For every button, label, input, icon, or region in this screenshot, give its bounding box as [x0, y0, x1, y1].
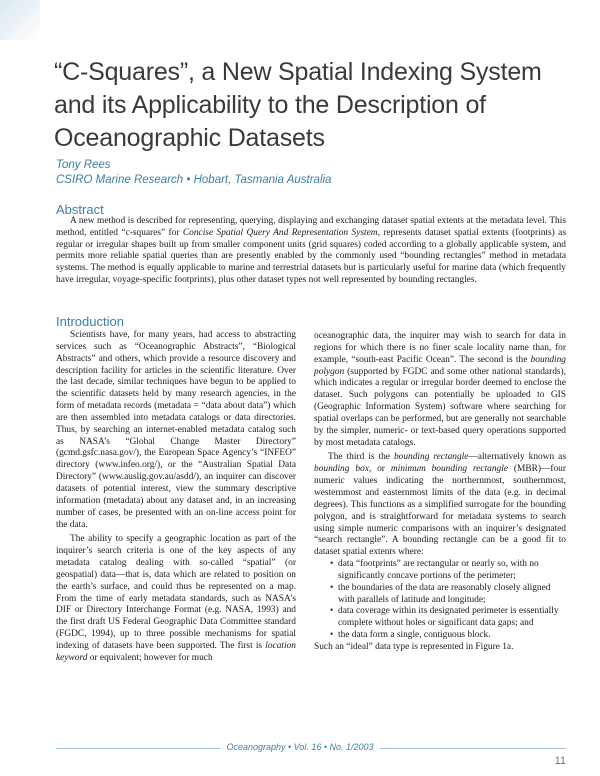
right-column [314, 331, 566, 654]
author-affiliation: CSIRO Marine Research • Hobart, Tasmania Australia [56, 174, 332, 186]
article-title: “C-Squares”, a New Spatial Indexing System and its Applicability to the Description of Oceanographic Datasets [54, 58, 542, 152]
list-item: • the boundaries of the data are reasonably closely aligned with parallels of latitude and longitude; [338, 583, 566, 607]
intro-closing-line: Such an “ideal” data type is represented in Figure 1a. [314, 641, 514, 652]
journal-citation: Oceanography • Vol. 16 • No. 1/2003 [0, 742, 600, 752]
abstract-heading: Abstract [56, 202, 104, 217]
corner-decoration [0, 0, 40, 40]
intro-paragraph-3: oceanographic data, the inquirer may wish to search for data in regions for which there is no finer scale locality name than, for example, “south-east Pacific Ocean”. The second is the bounding polygon (supported by FGDC and some other national standards), which indicates a regular or irregular border deemed to enclose the dataset. Such polygons can potentially be uploaded to GIS (Geographic Information System) software where searching for spatial overlaps can be performed, but are generally not searchable by the simpler, numeric- or text-based query operations supported by most metadata catalogs. [314, 331, 566, 448]
intro-paragraph-2: The ability to specify a geographic location as part of the inquirer’s search criteria is one of the key aspects of any metadata catalog dealing with so-called “spatial” (or geospatial) data—that is, data which are related to position on the earth’s surface, and could thus be represented on a map. From the time of early metadata standards, such as NASA’s DIF or Directory Interchange Format (e.g. NASA, 1993) and the first draft US Federal Geographic Data Committee standard (FGDC, 1994), up to three possible mechanisms for spatial indexing of datasets have been supported. The first is location keyword or equivalent; however for much [56, 534, 296, 663]
criteria-list [314, 559, 566, 642]
author-name: Tony Rees [56, 159, 111, 171]
list-item: • data “footprints” are rectangular or nearly so, with no significantly concave portions of the perimeter; [338, 559, 566, 583]
intro-paragraph-1: Scientists have, for many years, had access to abstracting services such as “Oceanographic Abstracts”, “Biological Abstracts” and others, which provide a resource discovery and description facility for articles in the scientific literature. Over the last decade, similar techniques have begun to be applied to the scientific datasets held by many research agencies, in the form of metadata records (metadata = “data about data”) which are then assembled into metadata catalogs or data directories. Thus, by searching an internet-enabled metadata catalog such as NASA’s “Global Change Master Directory” (gcmd.gsfc.nasa.gov/), the European Space Agency’s “INFEO” directory (www.infeo.org/), or the “Australian Spatial Data Directory” (www.auslig.gov.au/asdd/), an inquirer can discover datasets of potential interest, view the summary descriptive information (metadata) about any dataset and, in an increasing number of cases, be presented with an on-line access point for the data. [56, 330, 296, 530]
left-column [56, 330, 296, 665]
list-item: • the data form a single, contiguous block. [338, 630, 566, 642]
page-number: 11 [554, 755, 566, 767]
abstract-text: A new method is described for representing, querying, displaying and exchanging dataset spatial extents at the metadata level. This method, entitled “c-squares” for Concise Spatial Query And Representation System, represents dataset spatial extents (footprints) as regular or irregular shapes built up from smaller component units (grid squares) coded according to a globally applicable system, and permits more reliable spatial queries than are presently enabled by the commonly used “bounding rectangles” method in metadata systems. The method is equally applicable to marine and terrestrial datasets but is particularly useful for marine data (which frequently have irregular, voyage-specific footprints), plus other dataset types not well represented by bounding rectangles. [56, 216, 566, 285]
introduction-heading: Introduction [56, 314, 124, 329]
list-item: • data coverage within its designated perimeter is essentially complete without holes or significant data gaps; and [338, 606, 566, 630]
intro-paragraph-4: The third is the bounding rectangle—alternatively known as bounding box, or minimum bounding rectangle (MBR)—four numeric values indicating the northernmost, southernmost, westernmost and easternmost limits of the data (e.g. in decimal degrees). This functions as a simplified surrogate for the bounding polygon, and is straightforward for metadata systems to search using simple numeric comparisons with an inquirer’s designated “search rectangle”. A bounding rectangle can be a good fit to dataset spatial extents where: [314, 452, 566, 558]
